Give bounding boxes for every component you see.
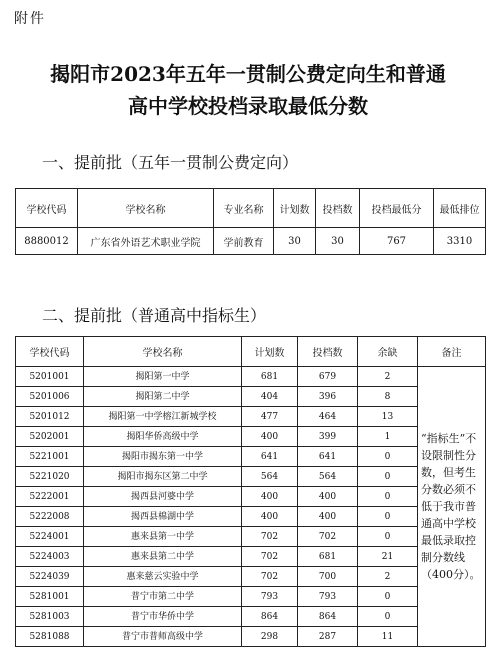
cell-school-name: 揭阳第一中学 [84,367,242,387]
cell-plan-count: 702 [242,567,298,587]
cell-plan-count: 793 [242,587,298,607]
cell-shortfall: 0 [358,607,418,627]
cell-admit-count: 564 [298,467,358,487]
cell-school-name: 惠来慈云实验中学 [84,567,242,587]
cell-plan-count: 400 [242,507,298,527]
col-plan-count: 计划数 [274,189,316,228]
cell-admit-count: 681 [298,547,358,567]
cell-school-name: 揭西县棉湖中学 [84,507,242,527]
cell-admit-count: 700 [298,567,358,587]
cell-admit-count: 399 [298,427,358,447]
cell-school-code: 5221001 [16,447,84,467]
cell-school-code: 5221020 [16,467,84,487]
cell-school-name: 揭阳第二中学 [84,387,242,407]
cell-shortfall: 0 [358,587,418,607]
table-row [16,567,486,587]
cell-admit-count: 464 [298,407,358,427]
cell-school-code: 5202001 [16,427,84,447]
attachment-label: 附件 [14,11,46,27]
cell-school-name: 普宁市第二中学 [84,587,242,607]
cell-shortfall: 2 [358,567,418,587]
cell-shortfall: 21 [358,547,418,567]
cell-admit-count: 679 [298,367,358,387]
cell-school-name: 揭阳第一中学榕江新城学校 [84,407,242,427]
table-row [16,228,486,255]
cell-shortfall: 11 [358,627,418,647]
cell-school-code: 5281088 [16,627,84,647]
table-row [16,367,486,387]
cell-admit-count: 400 [298,507,358,527]
col-school-name: 学校名称 [84,337,242,367]
cell-shortfall: 2 [358,367,418,387]
cell-school-name: 揭西县河婆中学 [84,487,242,507]
cell-admit-count: 287 [298,627,358,647]
col-remarks: 备注 [418,337,486,367]
table-row [16,387,486,407]
cell-admit-count: 702 [298,527,358,547]
section-1-heading: 一、提前批（五年一贯制公费定向） [42,153,299,172]
remarks-note: “指标生”不设限制性分数，但考生分数必须不低于我市普通高中学校最低录取控制分数线（400分）。 [418,367,486,647]
cell-school-code: 5222001 [16,487,84,507]
table-row [16,447,486,467]
cell-school-code: 5222008 [16,507,84,527]
table-row [16,427,486,447]
table-row [16,487,486,507]
table-row [16,547,486,567]
section-2-heading: 二、提前批（普通高中指标生） [42,306,267,325]
cell-shortfall: 0 [358,447,418,467]
cell-school-code: 5224001 [16,527,84,547]
col-school-code: 学校代码 [16,337,84,367]
cell-school-code: 5201012 [16,407,84,427]
cell-min-score: 767 [360,228,434,255]
col-school-name: 学校名称 [78,189,214,228]
table-row [16,407,486,427]
cell-school-name: 揭阳华侨高级中学 [84,427,242,447]
cell-school-code: 5201001 [16,367,84,387]
cell-admit-count: 30 [316,228,360,255]
cell-shortfall: 0 [358,527,418,547]
cell-plan-count: 400 [242,427,298,447]
col-min-rank: 最低排位 [434,189,486,228]
cell-admit-count: 396 [298,387,358,407]
col-school-code: 学校代码 [16,189,78,228]
cell-school-name: 广东省外语艺术职业学院 [78,228,214,255]
table-header-row [16,189,486,228]
cell-admit-count: 400 [298,487,358,507]
cell-major-name: 学前教育 [214,228,274,255]
cell-plan-count: 400 [242,487,298,507]
table-row [16,627,486,647]
table-row [16,587,486,607]
cell-school-name: 揭阳市揭东区第二中学 [84,467,242,487]
cell-admit-count: 793 [298,587,358,607]
cell-school-code: 5281001 [16,587,84,607]
cell-shortfall: 1 [358,427,418,447]
advance-batch-directed-table [15,188,486,255]
cell-school-name: 惠来县第一中学 [84,527,242,547]
cell-school-name: 惠来县第二中学 [84,547,242,567]
cell-school-name: 普宁市普师高级中学 [84,627,242,647]
quota-table-body [16,367,486,647]
cell-school-code: 8880012 [16,228,78,255]
cell-school-code: 5281003 [16,607,84,627]
cell-plan-count: 564 [242,467,298,487]
cell-admit-count: 641 [298,447,358,467]
cell-shortfall: 0 [358,467,418,487]
cell-plan-count: 30 [274,228,316,255]
table-row [16,507,486,527]
cell-plan-count: 702 [242,547,298,567]
col-admit-count: 投档数 [298,337,358,367]
col-shortfall: 余缺 [358,337,418,367]
cell-min-rank: 3310 [434,228,486,255]
cell-plan-count: 477 [242,407,298,427]
cell-shortfall: 0 [358,487,418,507]
cell-plan-count: 641 [242,447,298,467]
cell-plan-count: 681 [242,367,298,387]
page-title-line-2: 高中学校投档录取最低分数 [128,94,368,118]
cell-plan-count: 404 [242,387,298,407]
cell-school-code: 5224003 [16,547,84,567]
col-min-score: 投档最低分 [360,189,434,228]
cell-school-name: 普宁市华侨中学 [84,607,242,627]
cell-plan-count: 298 [242,627,298,647]
cell-shortfall: 8 [358,387,418,407]
quota-students-table [15,336,486,647]
cell-school-code: 5201006 [16,387,84,407]
cell-school-code: 5224039 [16,567,84,587]
col-admit-count: 投档数 [316,189,360,228]
cell-shortfall: 13 [358,407,418,427]
cell-plan-count: 702 [242,527,298,547]
cell-admit-count: 864 [298,607,358,627]
table-header-row [16,337,486,367]
table-row [16,607,486,627]
cell-school-name: 揭阳市揭东第一中学 [84,447,242,467]
cell-plan-count: 864 [242,607,298,627]
table-row [16,527,486,547]
table-row [16,467,486,487]
col-major-name: 专业名称 [214,189,274,228]
col-plan-count: 计划数 [242,337,298,367]
page-title-line-1: 揭阳市2023年五年一贯制公费定向生和普通 [50,62,446,86]
cell-shortfall: 0 [358,507,418,527]
